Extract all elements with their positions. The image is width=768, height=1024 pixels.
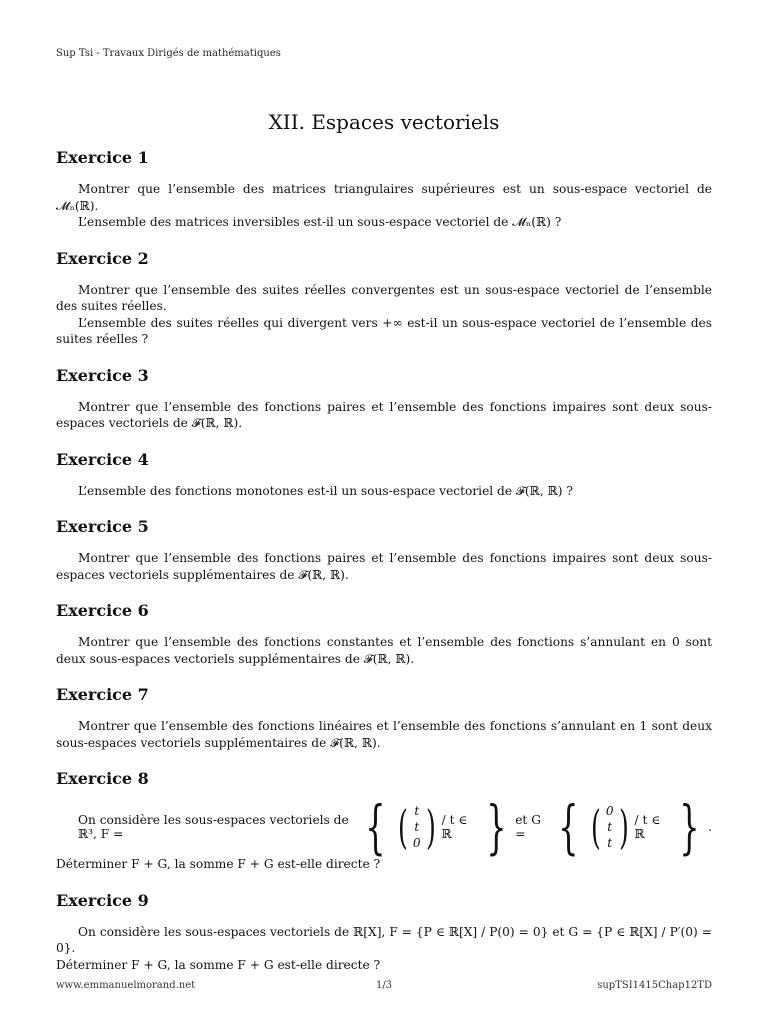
exercise-text: Montrer que l’ensemble des matrices triangulaires supérieures est un sous-espace vectoriel de 𝓜ₙ(ℝ).: [56, 182, 712, 213]
exercise-title: Exercice 9: [56, 890, 149, 910]
footer-page-number: 1/3: [375, 980, 393, 991]
exercise-list: [56, 148, 712, 991]
vector-entry: t: [607, 820, 613, 834]
exercise-title: Exercice 1: [56, 148, 149, 167]
exercise-title: Exercice 3: [56, 365, 149, 385]
left-paren: (: [397, 800, 408, 854]
exercise-text: Déterminer F + G, la somme F + G est-elle directe ?: [56, 857, 381, 871]
exercise-5: [56, 517, 712, 583]
math-intro: On considère les sous-espaces vectoriels de ℝ³, F =: [78, 813, 349, 841]
exercise-text: Montrer que l’ensemble des suites réelles convergentes est un sous-espace vectoriel de l’ensemble des suites réelles.: [56, 282, 712, 313]
exercise-text: Montrer que l’ensemble des fonctions constantes et l’ensemble des fonctions s’annulant en 0 sont deux sous-espaces vectoriels supplémentaires de 𝓕(ℝ, ℝ).: [56, 635, 712, 666]
vector-entry: 0: [412, 836, 421, 850]
exercise-title: Exercice 7: [56, 685, 149, 704]
exercise-1: [56, 148, 712, 231]
exercise-title: Exercice 4: [56, 449, 149, 469]
exercise-7: [56, 685, 712, 751]
right-brace: }: [486, 793, 507, 861]
footer-doc-id: supTSI1415Chap12TD: [597, 980, 712, 991]
exercise-2: [56, 249, 712, 348]
math-et: et G =: [515, 813, 541, 841]
subspace-definition: [56, 793, 713, 861]
exercise-text: L’ensemble des matrices inversibles est-il un sous-espace vectoriel de 𝓜ₙ(ℝ) ?: [78, 215, 562, 229]
exercise-text: Montrer que l’ensemble des fonctions paires et l’ensemble des fonctions impaires sont deux sous-espaces vectoriels de 𝓕(ℝ, ℝ).: [56, 399, 712, 430]
right-paren: ): [618, 800, 629, 854]
page-title: XII. Espaces vectoriels: [268, 110, 500, 134]
vector-entry: t: [607, 836, 613, 850]
exercise-9: [56, 891, 712, 974]
vector-G: [606, 803, 614, 851]
exercise-3: [56, 366, 712, 432]
footer-website: www.emmanuelmorand.net: [56, 980, 196, 991]
right-paren: ): [425, 800, 436, 854]
vector-entry: t: [414, 820, 420, 834]
exercise-text: Montrer que l’ensemble des fonctions linéaires et l’ensemble des fonctions s’annulant en 1 sont deux sous-espaces vectoriels supplémentaires de 𝓕(ℝ, ℝ).: [56, 719, 712, 750]
exercise-text: L’ensemble des suites réelles qui divergent vers +∞ est-il un sous-espace vectoriel de l’ensemble des suites réelles ?: [56, 315, 712, 346]
vector-entry: t: [414, 804, 420, 818]
math-end: .: [708, 820, 713, 834]
exercise-title: Exercice 8: [56, 769, 149, 788]
vector-F: [413, 803, 421, 851]
exercise-8: [56, 769, 712, 873]
exercise-text: On considère les sous-espaces vectoriels de ℝ[X], F = {P ∈ ℝ[X] / P(0) = 0} et G = {P ∈ ℝ[X] / P′(0) = 0}.: [56, 924, 712, 955]
exercise-text: Montrer que l’ensemble des fonctions paires et l’ensemble des fonctions impaires sont deux sous-espaces vectoriels supplémentaires de 𝓕(ℝ, ℝ).: [56, 551, 712, 582]
exercise-title: Exercice 2: [56, 248, 149, 268]
page-header: Sup Tsi - Travaux Dirigés de mathématiques: [56, 48, 281, 59]
left-paren: (: [590, 800, 601, 854]
exercise-4: [56, 450, 712, 500]
exercise-title: Exercice 5: [56, 517, 149, 536]
exercise-text: Déterminer F + G, la somme F + G est-elle directe ?: [56, 957, 381, 972]
vector-entry: 0: [605, 804, 614, 818]
exercise-6: [56, 601, 712, 667]
left-brace: {: [365, 793, 386, 861]
math-condition: / t ∈ ℝ: [441, 813, 468, 841]
exercise-text: L’ensemble des fonctions monotones est-il un sous-espace vectoriel de 𝓕(ℝ, ℝ) ?: [78, 483, 573, 498]
exercise-title: Exercice 6: [56, 601, 149, 620]
right-brace: }: [679, 793, 700, 861]
math-condition: / t ∈ ℝ: [634, 813, 661, 841]
left-brace: {: [558, 793, 579, 861]
